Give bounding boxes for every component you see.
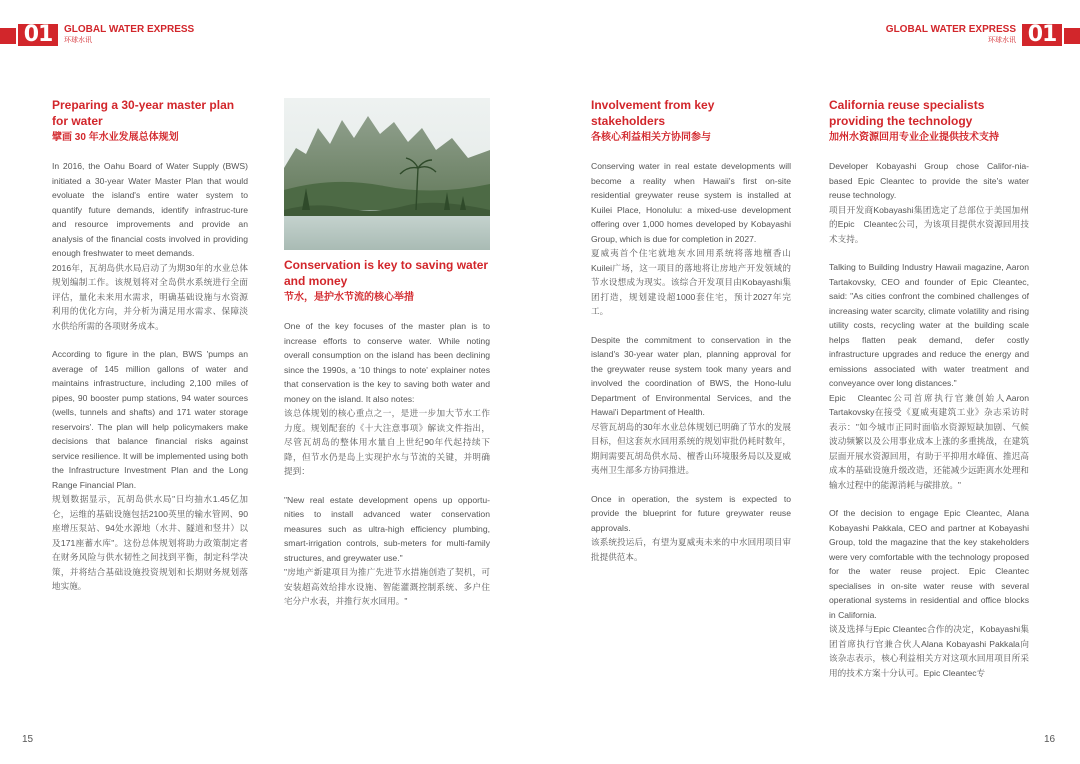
paragraph-cn: 夏威夷首个住宅就地灰水回用系统将落地檀香山Kuilei广场，这一项目的落地将让房地产开发领域的节水设想成为现实。该综合开发项目由Kobayashi集团打造，规划建设超1000套住宅，预计2027年完工。	[591, 248, 791, 316]
paragraph: Despite the commitment to conservation in the island's 30-year water plan, planning approval for the greywater reuse system took many years and involved the coordination of BWS, the Hono-lulu Department of Environmental Services, and the Hawai'i Department of Health.	[591, 334, 791, 417]
header-subtitle-right: 环球水讯	[988, 37, 1016, 44]
heading-stakeholders: Involvement from key stakeholders	[591, 98, 715, 128]
page-number-right: 16	[1044, 734, 1056, 745]
heading-master-plan: Preparing a 30-year master plan for water	[52, 98, 235, 128]
paragraph-cn: 该总体规划的核心重点之一，是进一步加大节水工作力度。规划配套的《十大注意事项》解读文件指出，尽管瓦胡岛的整体用水量自上世纪90年代起持续下降，但节水仍是岛上实现护水与节流的关键，并明确提到：	[284, 408, 490, 476]
heading-conservation: Conservation is key to saving water and money	[284, 258, 489, 288]
column-conservation	[284, 257, 490, 609]
paragraph-cn: 规划数据显示，瓦胡岛供水局"日均抽水1.45亿加仑，运维的基础设施包括2100英里的输水管网、90座增压泵站、94处水源地（水井、隧道和竖井）以及171座蓄水库"。这份总体规划将助力政策制定者在财务风险与供水韧性之间找到平衡，制定科学决策，并将结合基础设施投资规划和长期财务规划落地实施。	[52, 494, 248, 591]
paragraph: Once in operation, the system is expected to provide the blueprint for future greywater reuse approvals.	[591, 493, 791, 533]
heading-conservation-cn: 节水，是护水节流的核心举措	[284, 292, 414, 303]
paragraph-cn: "房地产新建项目为推广先进节水措施创造了契机，可安装超高效给排水设施、智能灌溉控制系统、多户住宅分户水表，并推行灰水回用。"	[284, 567, 490, 606]
paragraph: Conserving water in real estate developments will become a reality when Hawaii's first on-site residential greywater reuse system is installed at Kuilei Place, Honolulu: a mixed-use development offering over 1,000 homes developed by Kobayashi Group, which is due for completion in 2027.	[591, 161, 791, 244]
paragraph: One of the key focuses of the master plan is to increase efforts to conserve water. While noting overall consumption on the island has been declining since the 1990s, a '10 things to note' explainer notes that conservation is the key to saving both water and money on the island. It also notes:	[284, 321, 490, 404]
heading-california: California reuse specialists providing the technology	[829, 98, 985, 128]
header-title-left: GLOBAL WATER EXPRESS	[64, 24, 195, 35]
paragraph-cn: 该系统投运后，有望为夏威夷未来的中水回用项目审批提供范本。	[591, 537, 791, 562]
paragraph-cn: 谈及选择与Epic Cleantec合作的决定，Kobayashi集团首席执行官兼合伙人Alana Kobayashi Pakkala向该杂志表示，核心利益相关方对这项水回用项目所采用的技术方案十分认可。Epic Cleantec专	[829, 624, 1029, 678]
paragraph-cn: 尽管瓦胡岛的30年水业总体规划已明确了节水的发展目标，但这套灰水回用系统的规划审批仍耗时数年，期间需要瓦胡岛供水局、檀香山环境服务局以及夏威夷州卫生部多方协同推进。	[591, 421, 791, 475]
heading-master-plan-cn: 擘画 30 年水业发展总体规划	[52, 132, 179, 143]
heading-stakeholders-cn: 各核心利益相关方协同参与	[591, 132, 711, 143]
paragraph: Talking to Building Industry Hawaii magazine, Aaron Tartakovsky, CEO and founder of Epic Cleantec, said: "As cities confront the combined challenges of increasing water scarcity, climate volatility and rising utility costs, recycling water at the building scale helps flatten peak demand, defer costly infrastructure upgrades and reduce the energy and emissions associated with water treatment and conveyance over long distances."	[829, 262, 1029, 388]
paragraph: "New real estate development opens up opportu-nities to install advanced water conservation measures such as ultra-high efficiency plumbing, smart-irrigation controls, sub-meters for multi-family structures, and greywater use."	[284, 494, 490, 563]
header-bar-right	[1064, 28, 1080, 44]
header-subtitle-left: 环球水讯	[64, 37, 92, 44]
header-bar-left	[0, 28, 16, 44]
paragraph-cn: 项目开发商Kobayashi集团选定了总部位于美国加州的Epic Cleantec公司，为该项目提供水资源回用技术支持。	[829, 204, 1029, 244]
header-section-number-right: 01	[1022, 24, 1062, 46]
heading-california-cn: 加州水资源回用专业企业提供技术支持	[829, 132, 999, 143]
landscape-photo	[284, 98, 490, 250]
header-section-number-left: 01	[18, 24, 58, 46]
column-california	[829, 97, 1029, 680]
paragraph: Developer Kobayashi Group chose Califor-nia-based Epic Cleantec to provide the site's water reuse technology.	[829, 161, 1029, 200]
paragraph-cn: 2016年，瓦胡岛供水局启动了为期30年的水业总体规划编制工作。该规划将对全岛供水系统进行全面评估，量化未来用水需求，明确基础设施与水资源利用的优化方向，并分析为满足用水需求、保障淡水供给所需的各项财务成本。	[52, 262, 248, 331]
paragraph: In 2016, the Oahu Board of Water Supply (BWS) initiated a 30-year Water Master Plan that would evoluate the island's entire water system to quantify future demands, identify infrastruc-ture and resource improvements and provide an analysis of the financial costs involved in providing enough freshwater to meet demands.	[52, 161, 248, 258]
paragraph: According to figure in the plan, BWS 'pumps an average of 145 million gallons of water and maintains infrastructure, including 2,100 miles of pipes, 90 booster pump stations, 94 water sources (wells, tunnels and shafts) and 171 water storage reservoirs'. The plan will help policymakers make decisions that balance financial risks against service resilience. It will be implemented using both the Infrastructure Investment Plan and the Long Range Financial Plan.	[52, 349, 248, 490]
page-number-left: 15	[22, 734, 34, 745]
header-title-right: GLOBAL WATER EXPRESS	[885, 24, 1016, 35]
paragraph: Of the decision to engage Epic Cleantec, Alana Kobayashi Pakkala, CEO and partner at Kobayashi Group, told the magazine that the key stakeholders were very comfortable with the technology proposed for the water reuse project. Epic Cleantec specialises in on-site water reuse with several operational systems in residential and office blocks in California.	[829, 508, 1029, 620]
column-master-plan	[52, 97, 248, 594]
column-stakeholders	[591, 97, 791, 564]
paragraph-cn: Epic Cleantec公司首席执行官兼创始人Aaron Tartakovsky在接受《夏威夷建筑工业》杂志采访时表示："如今城市正同时面临水资源短缺加剧、气候波动频繁以及公用事业成本上涨的多重挑战，在建筑层面开展水资源回用，有助于平抑用水峰值、推迟高成本的基础设施升级改造，还能减少远距离水处理和输水过程中的能源消耗与碳排放。"	[829, 392, 1029, 490]
